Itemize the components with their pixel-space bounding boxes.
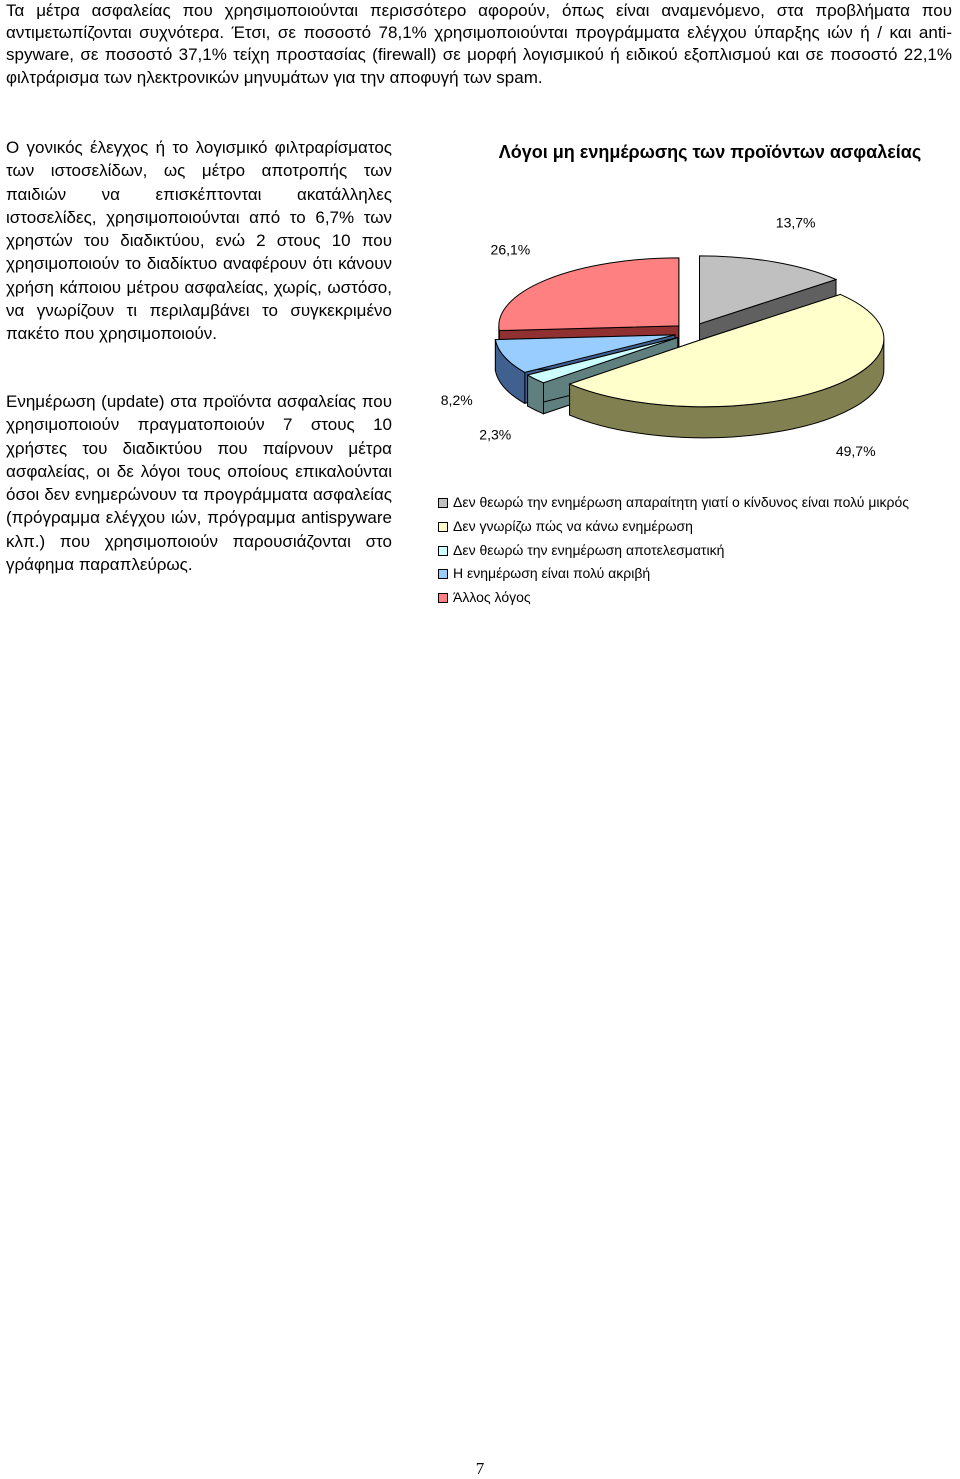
data-label: 2,3% [479, 426, 512, 443]
legend-label: Η ενημέρωση είναι πολύ ακριβή [453, 565, 651, 582]
data-label: 13,7% [775, 214, 816, 231]
data-label: 26,1% [490, 241, 531, 258]
legend-swatch [438, 498, 448, 508]
legend-item [438, 491, 909, 515]
chart-legend [438, 491, 909, 610]
pie-chart [430, 135, 960, 615]
legend-swatch [438, 569, 448, 579]
legend-swatch [438, 593, 448, 603]
pie-chart-svg [430, 135, 960, 485]
legend-item [438, 586, 909, 610]
update-paragraph: Ενημέρωση (update) στα προϊόντα ασφαλείας που χρησιμοποιούν πραγματοποιούν 7 στους 10 χρήστες του διαδικτύου που παίρνουν μέτρα ασφαλείας, οι δε λόγοι τους οποίους επικαλούνται όσοι δεν ενημερώνουν τα προγράμματα ασφαλείας (πρόγραμμα ελέγχου ιών, πρόγραμμα antispyware κλπ.) που χρησιμοποιούν παρουσιάζονται στο γράφημα παραπλεύρως. [6, 392, 392, 575]
legend-item [438, 562, 909, 586]
chart-title: Λόγοι μη ενημέρωσης των προϊόντων ασφαλείας [498, 142, 922, 162]
legend-swatch [438, 546, 448, 556]
legend-label: Δεν θεωρώ την ενημέρωση αποτελεσματική [453, 541, 725, 558]
intro-paragraph: Τα μέτρα ασφαλείας που χρησιμοποιούνται περισσότερο αφορούν, όπως είναι αναμενόμενο, στα προβλήματα που αντιμετωπίζονται συχνότερα. Έτσι, σε ποσοστό 78,1% χρησιμοποιούνται προγράμματα ελέγχου ύπαρξης ιών ή / και anti-spyware, σε ποσοστό 37,1% τείχη προστασίας (firewall) σε μορφή λογισμικού ή ειδικού εξοπλισμού και σε ποσοστό 22,1% φιλτράρισμα των ηλεκτρονικών μηνυμάτων για την αποφυγή των spam. [6, 1, 952, 87]
legend-label: Άλλος λόγος [453, 589, 531, 606]
data-label: 49,7% [835, 443, 876, 460]
legend-swatch [438, 522, 448, 532]
legend-label: Δεν γνωρίζω πώς να κάνω ενημέρωση [453, 517, 693, 534]
legend-item [438, 515, 909, 539]
data-label: 8,2% [440, 391, 473, 408]
legend-item [438, 539, 909, 563]
parental-control-paragraph: Ο γονικός έλεγχος ή το λογισμικό φιλτραρίσματος των ιστοσελίδων, ως μέτρο αποτροπής των παιδιών να επισκέπτονται ακατάλληλες ιστοσελίδες, χρησιμοποιούνται από το 6,7% των χρηστών του διαδικτύου, ενώ 2 στους 10 που χρησιμοποιούν το διαδίκτυο αναφέρουν ότι κάνουν χρήση κάποιου μέτρου ασφαλείας, χωρίς, ωστόσο, να γνωρίζουν τι περιλαμβάνει το συγκεκριμένο πακέτο που χρησιμοποιούν. [6, 138, 392, 344]
page-number: 7 [475, 1459, 485, 1478]
legend-label: Δεν θεωρώ την ενημέρωση απαραίτητη γιατί ο κίνδυνος είναι πολύ μικρός [453, 494, 910, 510]
